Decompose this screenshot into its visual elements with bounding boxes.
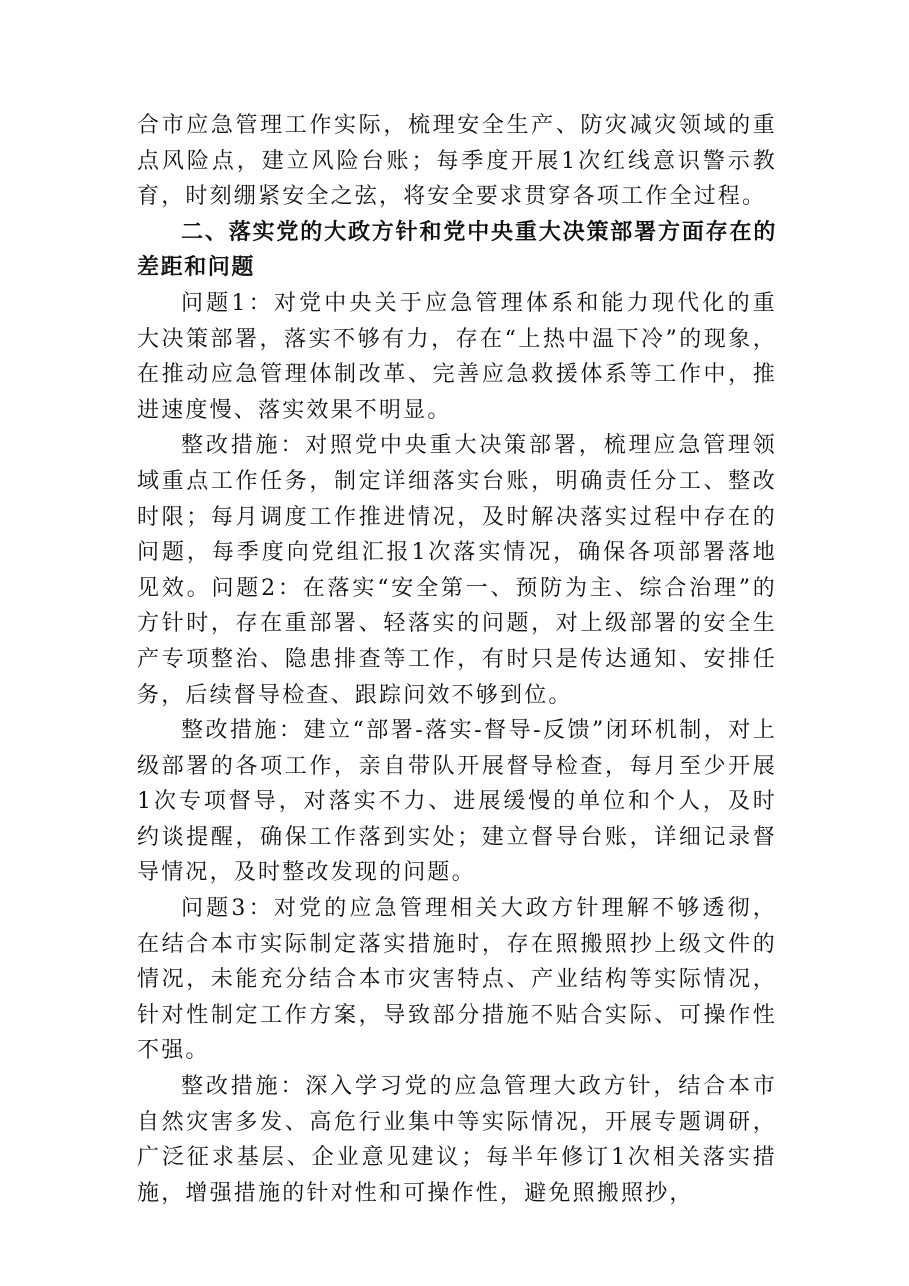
paragraph-continuation: 合市应急管理工作实际，梳理安全生产、防灾减灾领域的重点风险点，建立风险台账；每季度开展1次红线意识警示教育，时刻绷紧安全之弦，将安全要求贯穿各项工作全过程。 — [137, 113, 777, 210]
paragraph-measure-1: 整改措施：对照党中央重大决策部署，梳理应急管理领域重点工作任务，制定详细落实台账，明确责任分工、整改时限；每月调度工作推进情况，及时解决落实过程中存在的问题，每季度向党组汇报1次落实情况，确保各项部署落地见效。问题2：在落实“安全第一、预防为主、综合治理”的方针时，存在重部署、轻落实的问题，对上级部署的安全生产专项整治、隐患排查等工作，有时只是传达通知、安排任务，后续督导检查、跟踪问效不够到位。 — [137, 433, 777, 708]
section-heading: 二、落实党的大政方针和党中央重大决策部署方面存在的差距和问题 — [137, 219, 777, 281]
document-body — [137, 108, 777, 1211]
paragraph-problem-3: 问题3：对党的应急管理相关大政方针理解不够透彻，在结合本市实际制定落实措施时，存在照搬照抄上级文件的情况，未能充分结合本市灾害特点、产业结构等实际情况，针对性制定工作方案，导致部分措施不贴合实际、可操作性不强。 — [137, 896, 777, 1064]
paragraph-measure-2: 整改措施：建立“部署-落实-督导-反馈”闭环机制，对上级部署的各项工作，亲自带队开展督导检查，每月至少开展1次专项督导，对落实不力、进展缓慢的单位和个人，及时约谈提醒，确保工作落到实处；建立督导台账，详细记录督导情况，及时整改发现的问题。 — [137, 718, 777, 886]
paragraph-measure-3: 整改措施：深入学习党的应急管理大政方针，结合本市自然灾害多发、高危行业集中等实际情况，开展专题调研，广泛征求基层、企业意见建议；每半年修订1次相关落实措施，增强措施的针对性和可操作性，避免照搬照抄， — [137, 1074, 777, 1206]
paragraph-problem-1: 问题1：对党中央关于应急管理体系和能力现代化的重大决策部署，落实不够有力，存在“上热中温下冷”的现象，在推动应急管理体制改革、完善应急救援体系等工作中，推进速度慢、落实效果不明显。 — [137, 290, 777, 423]
